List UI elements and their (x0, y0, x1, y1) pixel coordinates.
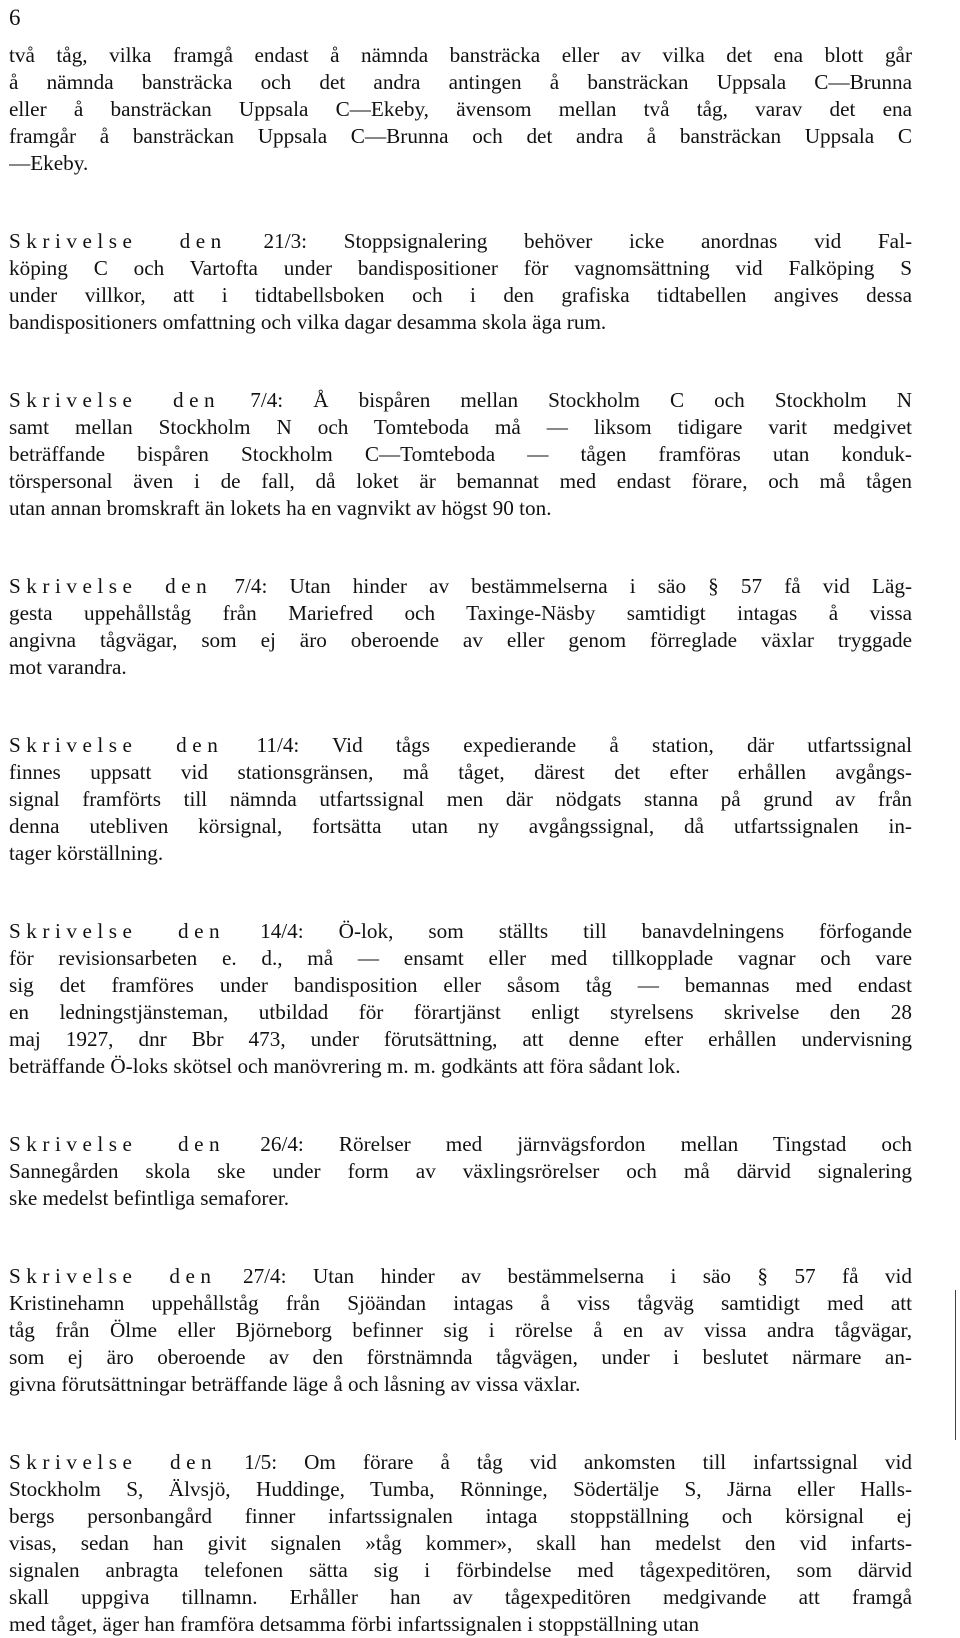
text-line (9, 759, 912, 786)
page-edge-line (955, 1290, 956, 1440)
paragraph-gap (9, 681, 912, 732)
line-text: skall uppgiva tillnamn. Erhåller han av tågexpeditören medgivande att framgå (9, 1585, 912, 1609)
text-line (9, 282, 912, 309)
line-text: angivna tågvägar, som ej äro oberoende av eller genom förreglade växlar tryggade (9, 628, 912, 652)
line-text: maj 1927, dnr Bbr 473, under förutsättning, att denne efter erhållen undervisning (9, 1027, 912, 1051)
paragraph-heading: Skrivelse den (9, 229, 227, 253)
text-line (9, 69, 912, 96)
text-line (9, 1584, 912, 1611)
line-text: tåg från Ölme eller Björneborg befinner sig i rörelse å en av vissa andra tågvägar, (9, 1318, 912, 1342)
paragraph-heading: Skrivelse den (9, 1132, 226, 1156)
paragraph-date: 11/4: (256, 733, 300, 757)
text-line (9, 1611, 912, 1638)
text-line (9, 309, 912, 336)
line-text: bandispositioners omfattning och vilka dagar desamma skola äga rum. (9, 310, 607, 334)
text-line (9, 1026, 912, 1053)
line-text: för revisionsarbeten e. d., må — ensamt eller med tillkopplade vagnar och vare (9, 946, 912, 970)
line-text: Ö-lok, som ställts till banavdelningens förfogande (303, 919, 912, 943)
line-text: ske medelst befintliga semaforer. (9, 1186, 290, 1210)
line-text: signalen anbragta telefonen sätta sig i förbindelse med tågexpeditören, som därvid (9, 1558, 912, 1582)
line-text: två tåg, vilka framgå endast å nämnda bansträcka eller av vilka det ena blott går (9, 43, 912, 67)
line-text: framgår å bansträckan Uppsala C—Brunna och det andra å bansträckan Uppsala C (9, 124, 912, 148)
text-line (9, 654, 912, 681)
text-line (9, 255, 912, 282)
text-line (9, 1053, 912, 1080)
text-line (9, 42, 912, 69)
line-text: under villkor, att i tidtabellsboken och i den grafiska tidtabellen angives dessa (9, 283, 912, 307)
line-text: å nämnda bansträcka och det andra antingen å bansträckan Uppsala C—Brunna (9, 70, 912, 94)
paragraph-heading: Skrivelse den (9, 919, 226, 943)
line-text: Stoppsignalering behöver icke anordnas vid Fal- (307, 229, 912, 253)
line-text: tager körställning. (9, 841, 164, 865)
text-line (9, 600, 912, 627)
paragraph-date: 7/4: (234, 574, 268, 598)
text-line (9, 150, 912, 177)
text-line (9, 1557, 912, 1584)
text-line (9, 1290, 912, 1317)
text-line (9, 573, 912, 600)
text-line (9, 945, 912, 972)
text-line (9, 123, 912, 150)
line-text: gesta uppehållståg från Mariefred och Taxinge-Näsby samtidigt intagas å vissa (9, 601, 912, 625)
text-line (9, 1503, 912, 1530)
line-text: Utan hinder av bestämmelserna i säo § 57 få vid Läg- (267, 574, 912, 598)
paragraph-heading: Skrivelse den (9, 388, 221, 412)
paragraph (9, 1131, 912, 1212)
paragraph (9, 1449, 912, 1638)
line-text: Å bispåren mellan Stockholm C och Stockholm N (283, 388, 912, 412)
paragraph-date: 21/3: (263, 229, 308, 253)
text-line (9, 627, 912, 654)
text-line (9, 1317, 912, 1344)
paragraph-date: 27/4: (242, 1264, 287, 1288)
text-line (9, 1530, 912, 1557)
paragraph-heading: Skrivelse den (9, 733, 224, 757)
text-line (9, 414, 912, 441)
paragraph-date: 7/4: (250, 388, 284, 412)
paragraph (9, 573, 912, 681)
page-number: 6 (9, 5, 21, 30)
paragraph (9, 228, 912, 336)
text-line (9, 1158, 912, 1185)
text-line (9, 999, 912, 1026)
paragraph (9, 42, 912, 177)
paragraph-heading: Skrivelse den (9, 1264, 217, 1288)
line-text: beträffande bispåren Stockholm C—Tomteboda — tågen framföras utan konduk- (9, 442, 912, 466)
paragraph-heading: Skrivelse den (9, 1450, 218, 1474)
line-text: sig det framföres under bandisposition eller såsom tåg — bemannas med endast (9, 973, 912, 997)
paragraph (9, 1263, 912, 1398)
text-line (9, 813, 912, 840)
paragraph-gap (9, 1212, 912, 1263)
line-text: med tåget, äger han framföra detsamma förbi infartssignalen i stoppställning utan (9, 1612, 700, 1636)
line-text: Vid tågs expedierande å station, där utfartssignal (299, 733, 912, 757)
line-text: denna utebliven körsignal, fortsätta utan ny avgångssignal, då utfartssignalen in- (9, 814, 912, 838)
paragraph-date: 14/4: (260, 919, 304, 943)
text-line (9, 840, 912, 867)
text-line (9, 1476, 912, 1503)
text-line (9, 468, 912, 495)
line-text: Rörelser med järnvägsfordon mellan Tingstad och (303, 1132, 912, 1156)
line-text: Stockholm S, Älvsjö, Huddinge, Tumba, Rönninge, Södertälje S, Järna eller Halls- (9, 1477, 912, 1501)
text-line (9, 387, 912, 414)
text-line (9, 1449, 912, 1476)
paragraph-heading: Skrivelse den (9, 574, 213, 598)
line-text: visas, sedan han givit signalen »tåg kommer», skall han medelst den vid infarts- (9, 1531, 912, 1555)
line-text: Kristinehamn uppehållståg från Sjöändan intagas å viss tågväg samtidigt med att (9, 1291, 912, 1315)
text-line (9, 1344, 912, 1371)
line-text: givna förutsättningar beträffande läge å och låsning av vissa växlar. (9, 1372, 581, 1396)
line-text: signal framförts till nämnda utfartssignal men där nödgats stanna på grund av från (9, 787, 912, 811)
text-line (9, 918, 912, 945)
paragraph (9, 387, 912, 522)
line-text: en ledningstjänsteman, utbildad för förartjänst enligt styrelsens skrivelse den 28 (9, 1000, 912, 1024)
paragraph-date: 26/4: (260, 1132, 304, 1156)
text-line (9, 441, 912, 468)
paragraph (9, 918, 912, 1080)
line-text: beträffande Ö-loks skötsel och manövrering m. m. godkänts att föra sådant lok. (9, 1054, 681, 1078)
paragraph-date: 1/5: (244, 1450, 278, 1474)
paragraph-gap (9, 867, 912, 918)
paragraph (9, 732, 912, 867)
paragraph-gap (9, 1398, 912, 1449)
line-text: Om förare å tåg vid ankomsten till infartssignal vid (277, 1450, 912, 1474)
text-line (9, 1131, 912, 1158)
text-line (9, 96, 912, 123)
text-line (9, 786, 912, 813)
line-text: utan annan bromskraft än lokets ha en vagnvikt av högst 90 ton. (9, 496, 552, 520)
line-text: Sannegården skola ske under form av växlingsrörelser och må därvid signalering (9, 1159, 912, 1183)
paragraph-gap (9, 336, 912, 387)
line-text: Utan hinder av bestämmelserna i säo § 57 få vid (286, 1264, 912, 1288)
text-line (9, 732, 912, 759)
line-text: —Ekeby. (9, 151, 89, 175)
text-line (9, 1185, 912, 1212)
text-line (9, 495, 912, 522)
line-text: mot varandra. (9, 655, 127, 679)
line-text: köping C och Vartofta under bandispositioner för vagnomsättning vid Falköping S (9, 256, 912, 280)
line-text: finnes uppsatt vid stationsgränsen, må tåget, därest det efter erhållen avgångs- (9, 760, 912, 784)
line-text: bergs personbangård finner infartssignalen intaga stoppställning och körsignal ej (9, 1504, 912, 1528)
line-text: eller å bansträckan Uppsala C—Ekeby, ävensom mellan två tåg, varav det ena (9, 97, 912, 121)
text-line (9, 1371, 912, 1398)
line-text: som ej äro oberoende av den förstnämnda tågvägen, under i beslutet närmare an- (9, 1345, 912, 1369)
line-text: törspersonal även i de fall, då loket är bemannat med endast förare, och må tågen (9, 469, 912, 493)
paragraph-gap (9, 1080, 912, 1131)
text-line (9, 228, 912, 255)
paragraph-gap (9, 522, 912, 573)
paragraph-gap (9, 177, 912, 228)
document-body (9, 42, 912, 1638)
text-line (9, 972, 912, 999)
text-line (9, 1263, 912, 1290)
line-text: samt mellan Stockholm N och Tomteboda må — liksom tidigare varit medgivet (9, 415, 912, 439)
